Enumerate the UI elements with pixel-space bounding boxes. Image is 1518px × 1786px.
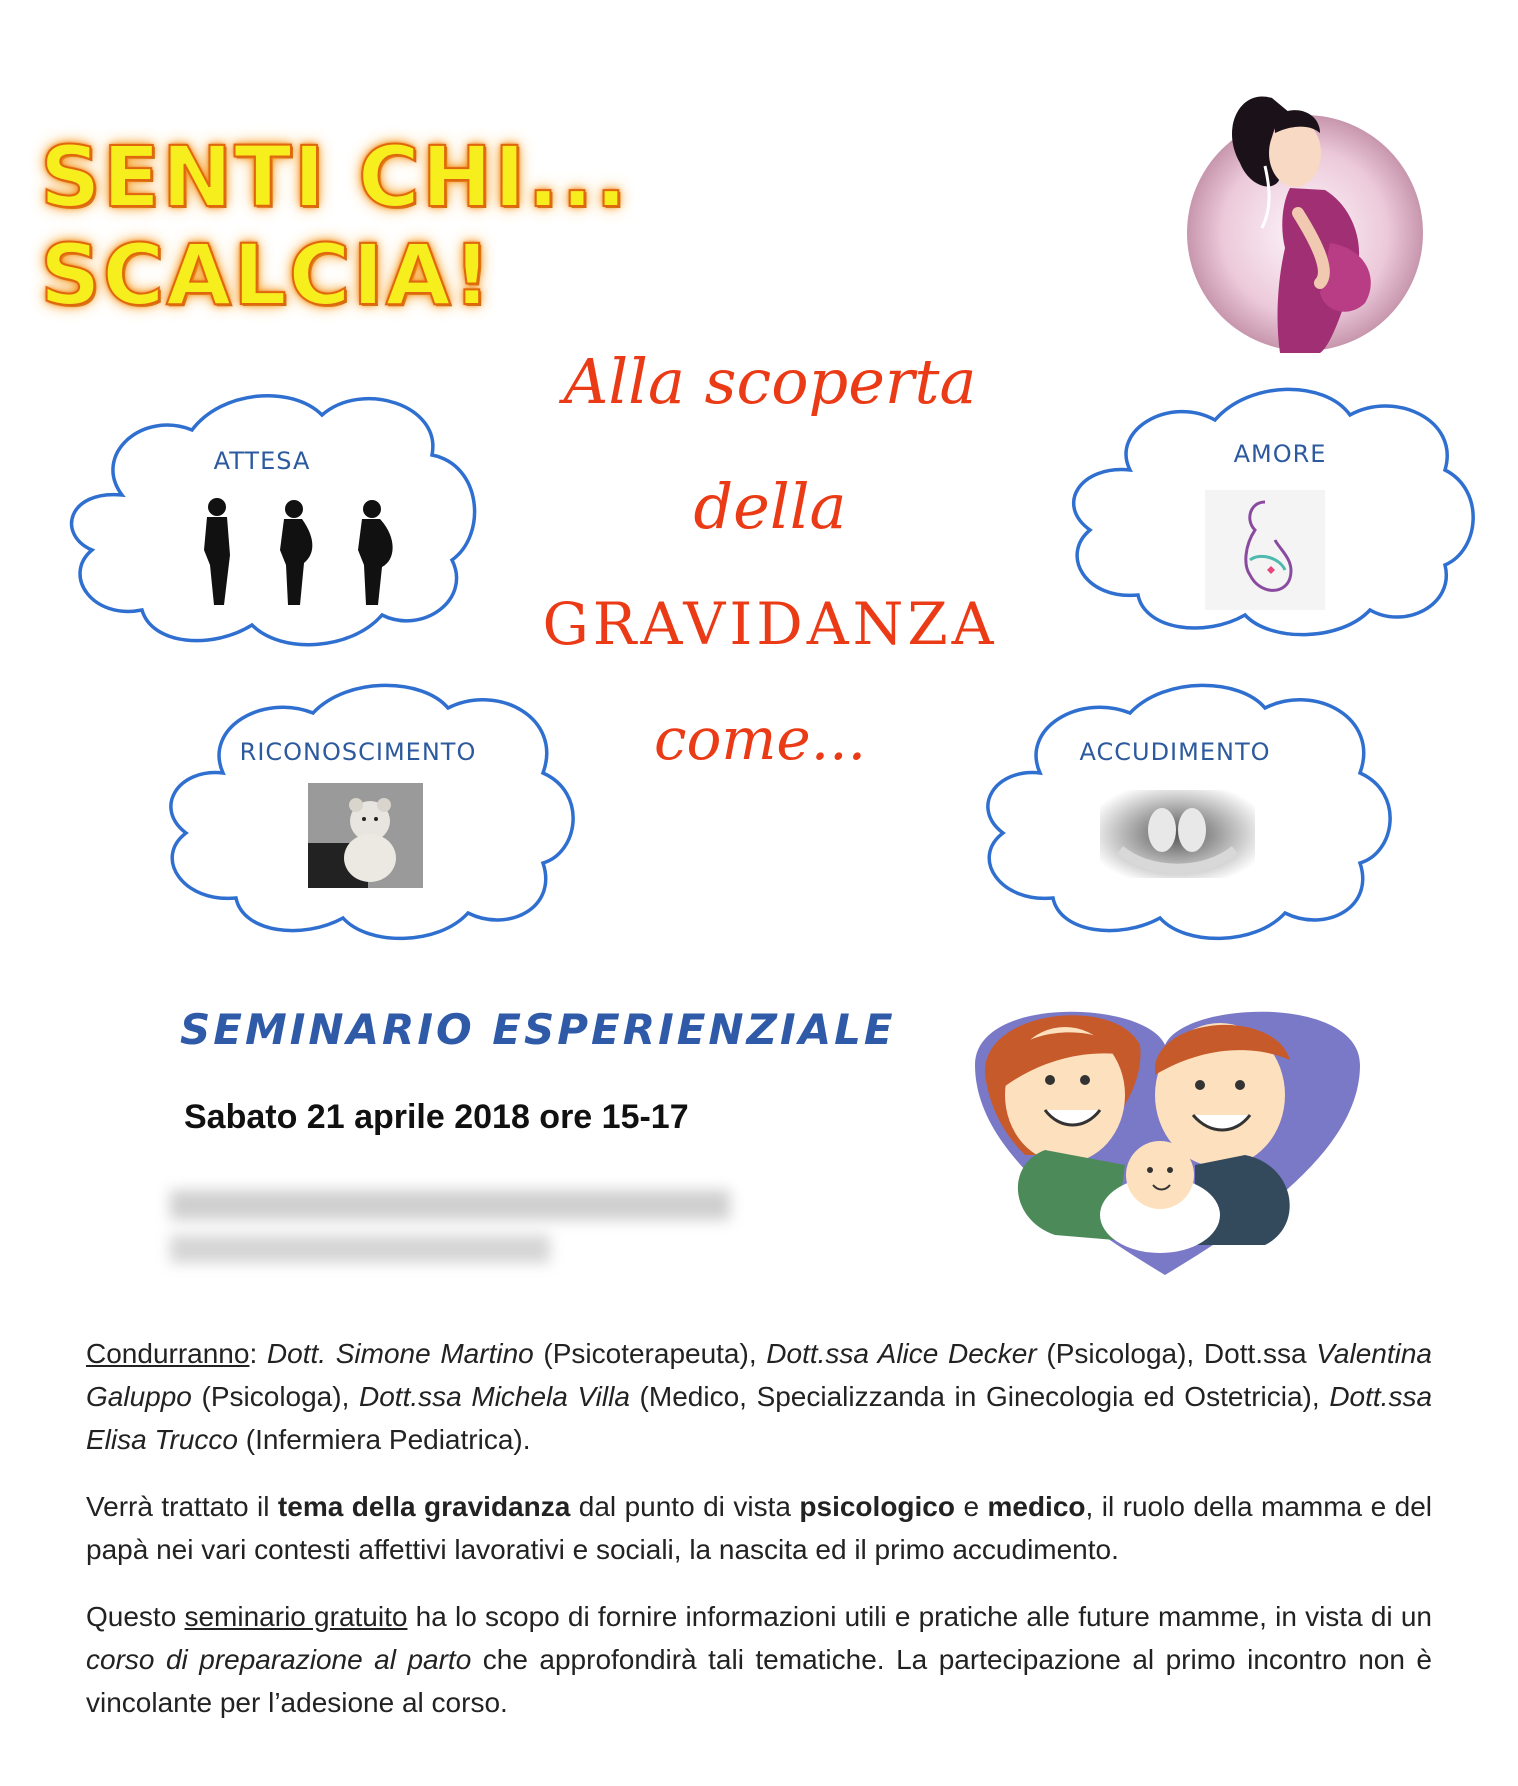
family-illustration: [965, 1005, 1370, 1275]
cloud-label-accudimento: ACCUDIMENTO: [1079, 738, 1271, 766]
cloud-attesa: [52, 385, 482, 655]
text-fragment: ha lo scopo di fornire informazioni utili e pratiche alle future mamme, in vista di un: [407, 1601, 1432, 1632]
text-fragment: Verrà trattato il: [86, 1491, 278, 1522]
subtitle-line-1: Alla scoperta: [563, 345, 977, 418]
conductor-role-4: (Medico, Specializzanda in Ginecologia ed Ostetricia),: [629, 1381, 1330, 1412]
cloud-riconoscimento: [148, 678, 578, 948]
underlined-fragment: seminario gratuito: [184, 1601, 408, 1632]
bold-fragment: tema della gravidanza: [277, 1491, 571, 1522]
bold-fragment: medico: [987, 1491, 1086, 1522]
conductor-name-4: Dott.ssa Michela Villa: [359, 1381, 630, 1412]
conductor-role-5: (Infermiera Pediatrica).: [237, 1424, 531, 1455]
seminar-date: Sabato 21 aprile 2018 ore 15-17: [184, 1098, 689, 1136]
pregnant-woman-illustration: [1180, 78, 1435, 358]
poster-title: SENTI CHI... SCALCIA!: [40, 128, 629, 324]
conductor-name-3: Valentina Galuppo: [86, 1338, 1432, 1412]
cloud-accudimento: [965, 678, 1395, 948]
cloud-label-riconoscimento: RICONOSCIMENTO: [239, 738, 477, 766]
purpose-paragraph: [86, 1595, 1432, 1724]
subtitle-line-4: come...: [653, 705, 867, 773]
subtitle-line-2: della: [693, 470, 847, 543]
blurred-text-area: [170, 1180, 750, 1270]
cloud-label-amore: AMORE: [1233, 440, 1327, 468]
text-fragment: dal punto di vista: [570, 1491, 800, 1522]
conductor-role-3: (Psicologa),: [191, 1381, 360, 1412]
baby-feet-hands-image: [1100, 790, 1255, 878]
topic-paragraph: [86, 1485, 1432, 1571]
text-fragment: Questo: [86, 1601, 185, 1632]
mother-outline-image: [1205, 490, 1325, 610]
subtitle-line-3: GRAVIDANZA: [542, 590, 998, 658]
conductor-role-2: (Psicologa), Dott.ssa: [1036, 1338, 1317, 1369]
conductors-paragraph: [86, 1332, 1432, 1461]
conductor-role-1: (Psicoterapeuta),: [533, 1338, 767, 1369]
conductor-name-2: Dott.ssa Alice Decker: [766, 1338, 1037, 1369]
italic-fragment: corso di preparazione al parto: [86, 1644, 472, 1675]
conductor-name-1: Dott. Simone Martino: [266, 1338, 534, 1369]
cloud-label-attesa: ATTESA: [213, 447, 311, 475]
text-fragment: e: [954, 1491, 988, 1522]
silhouettes-image: [182, 495, 412, 610]
text-fragment: :: [249, 1338, 267, 1369]
cloud-amore: [1050, 380, 1480, 640]
conductors-label: Condurranno: [86, 1338, 250, 1369]
text-fragment: , il ruolo della mamma e del papà nei vari contesti affettivi lavorativi e sociali, la nascita ed il primo accudimento.: [86, 1491, 1432, 1565]
bold-fragment: psicologico: [799, 1491, 955, 1522]
text-fragment: che approfondirà tali tematiche. La partecipazione al primo incontro non è vincolante per l’adesione al corso.: [86, 1644, 1432, 1718]
seminar-title: SEMINARIO ESPERIENZIALE: [180, 1005, 896, 1054]
teddy-bear-image: [308, 783, 423, 888]
conductor-name-5: Dott.ssa Elisa Trucco: [86, 1381, 1433, 1455]
